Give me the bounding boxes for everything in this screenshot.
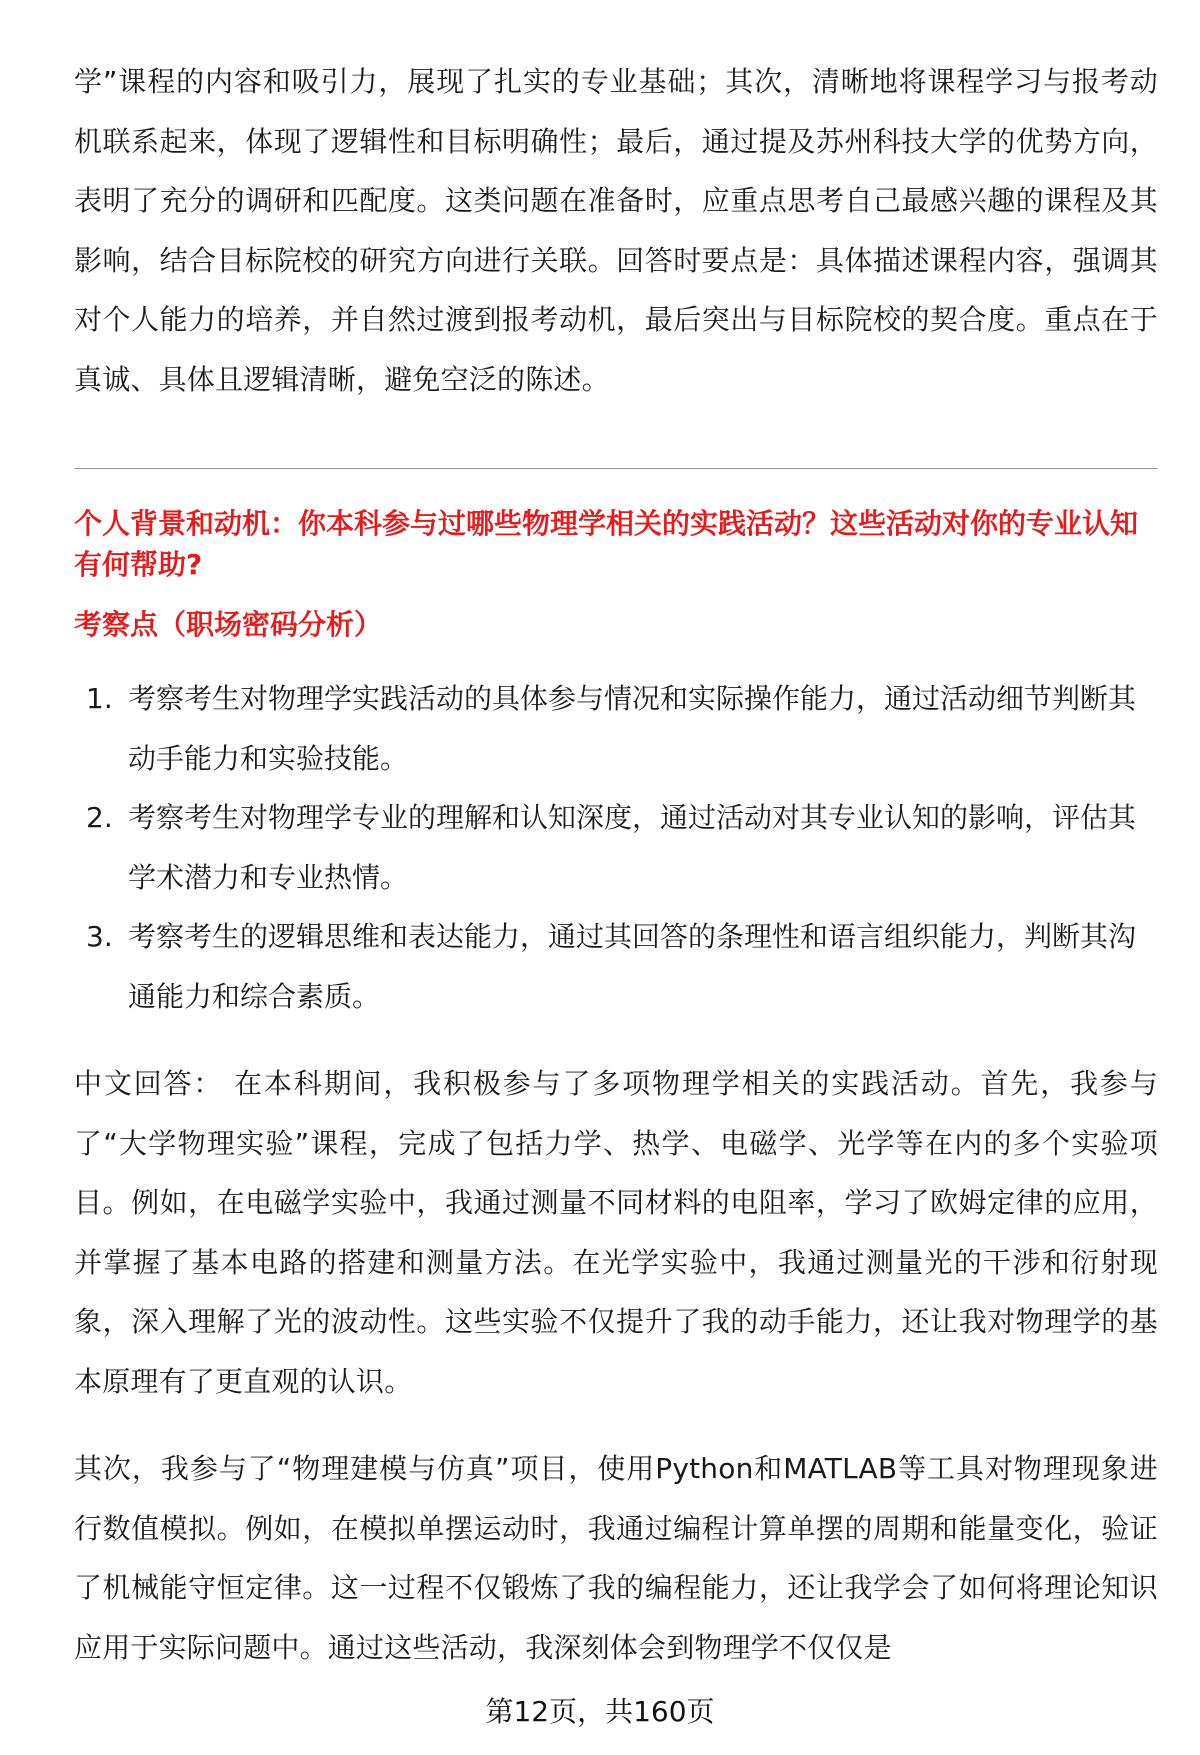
focus-point-list [74,669,1158,1026]
list-item [74,788,1158,907]
document-page [74,52,1158,1677]
page-footer: 第12页，共160页 [485,1695,715,1728]
list-item-number: 1. [86,682,113,715]
list-item-number: 3. [86,920,113,953]
list-item-text: 考察考生对物理学实践活动的具体参与情况和实际操作能力，通过活动细节判断其动手能力和实验技能。 [128,682,1137,775]
list-item-text: 考察考生对物理学专业的理解和认知深度，通过活动对其专业认知的影响，评估其学术潜力和专业热情。 [128,801,1137,894]
list-item [74,669,1158,788]
list-item [74,907,1158,1026]
answer-paragraph-1: 中文回答： 在本科期间，我积极参与了多项物理学相关的实践活动。首先，我参与了“大学物理实验”课程，完成了包括力学、热学、电磁学、光学等在内的多个实验项目。例如，在电磁学实验中，我通过测量不同材料的电阻率，学习了欧姆定律的应用，并掌握了基本电路的搭建和测量方法。在光学实验中，我通过测量光的干涉和衍射现象，深入理解了光的波动性。这些实验不仅提升了我的动手能力，还让我对物理学的基本原理有了更直观的认识。 [74,1067,1158,1398]
list-item-text: 考察考生的逻辑思维和表达能力，通过其回答的条理性和语言组织能力，判断其沟通能力和综合素质。 [128,920,1137,1013]
question-heading: 个人背景和动机：你本科参与过哪些物理学相关的实践活动？这些活动对你的专业认知有何帮助? [74,507,1139,581]
section-divider [74,468,1158,469]
list-item-number: 2. [86,801,113,834]
answer-paragraph-2: 其次，我参与了“物理建模与仿真”项目，使用Python和MATLAB等工具对物理现象进行数值模拟。例如，在模拟单摆运动时，我通过编程计算单摆的周期和能量变化，验证了机械能守恒定律。这一过程不仅锻炼了我的编程能力，还让我学会了如何将理论知识应用于实际问题中。通过这些活动，我深刻体会到物理学不仅仅是 [74,1452,1158,1664]
intro-paragraph: 学”课程的内容和吸引力，展现了扎实的专业基础；其次，清晰地将课程学习与报考动机联系起来，体现了逻辑性和目标明确性；最后，通过提及苏州科技大学的优势方向，表明了充分的调研和匹配度。这类问题在准备时，应重点思考自己最感兴趣的课程及其影响，结合目标院校的研究方向进行关联。回答时要点是：具体描述课程内容，强调其对个人能力的培养，并自然过渡到报考动机，最后突出与目标院校的契合度。重点在于真诚、具体且逻辑清晰，避免空泛的陈述。 [74,65,1158,396]
focus-heading: 考察点（职场密码分析） [74,608,383,641]
